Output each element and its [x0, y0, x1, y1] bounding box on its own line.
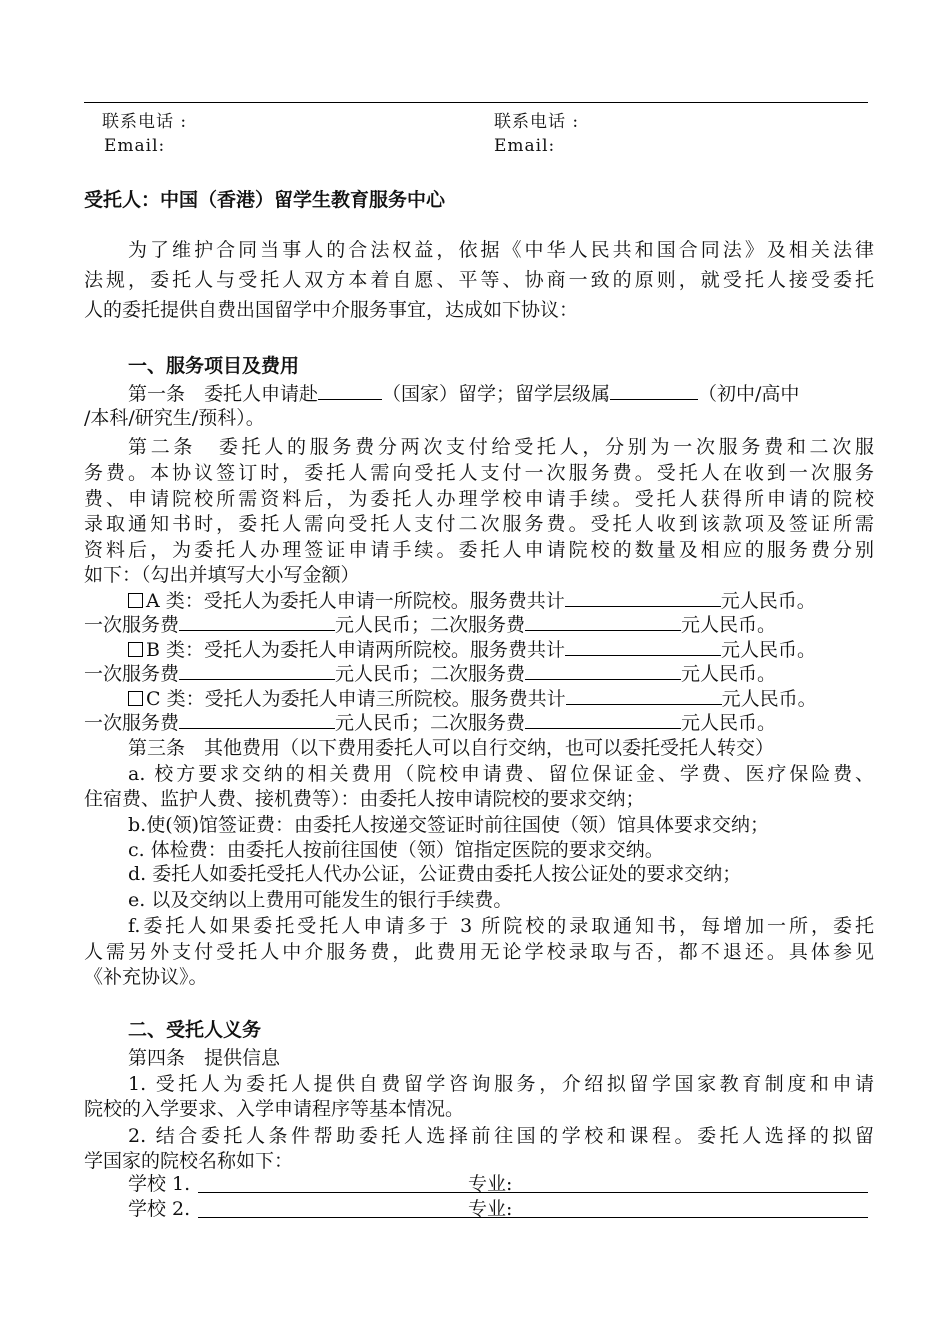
option-a-fee1-blank[interactable]: [179, 612, 335, 631]
option-a-label: A 类：受托人为委托人申请一所院校。服务费共计: [146, 590, 565, 612]
option-a-fee2-blank[interactable]: [525, 612, 681, 631]
school2-major-label: 专业:: [468, 1198, 513, 1220]
option-a-fee-row: [84, 612, 868, 637]
school1-major-label: 专业:: [468, 1173, 513, 1195]
option-c-total-blank[interactable]: [566, 686, 722, 705]
article2-line-5: 资料后，为委托人办理签证申请手续。委托人申请院校的数量及相应的服务费分别: [84, 539, 874, 561]
school2-label: 学校 2.: [128, 1198, 191, 1220]
option-a-checkbox[interactable]: [128, 593, 143, 608]
article4-line: 第四条 提供信息: [128, 1047, 281, 1069]
option-b-unit: 元人民币。: [721, 639, 817, 661]
item-e-line: e. 以及交纳以上费用可能发生的银行手续费。: [128, 889, 513, 911]
option-c-checkbox[interactable]: [128, 691, 143, 706]
trustee-heading: 受托人：中国（香港）留学生教育服务中心: [84, 189, 446, 211]
fee-end: 元人民币。: [681, 712, 777, 734]
article1-line-2: /本科/研究生/预科）。: [84, 407, 265, 429]
option-b-total-blank[interactable]: [565, 637, 721, 656]
article3-line: 第三条 其他费用（以下费用委托人可以自行交纳，也可以委托受托人转交）: [128, 737, 775, 759]
fee-end: 元人民币。: [681, 614, 777, 636]
right-phone-label: 联系电话 :: [494, 112, 580, 132]
preamble-line-2: 法规，委托人与受托人双方本着自愿、平等、协商一致的原则，就受托人接受委托: [84, 269, 874, 291]
article1-text-b: （国家）留学；留学层级属: [382, 383, 611, 405]
school1-label: 学校 1.: [128, 1173, 191, 1195]
article2-line-1: 第二条 委托人的服务费分两次支付给受托人，分别为一次服务费和二次服: [128, 436, 874, 458]
fee1-label: 一次服务费: [84, 712, 180, 734]
option-b-fee2-blank[interactable]: [525, 661, 681, 680]
article1-line: [128, 381, 868, 406]
preamble-line-1: 为了维护合同当事人的合法权益，依据《中华人民共和国合同法》及相关法律: [128, 239, 874, 261]
article2-line-2: 务费。本协议签订时，委托人需向受托人支付一次服务费。受托人在收到一次服务: [84, 462, 874, 484]
option-b-fee1-blank[interactable]: [179, 661, 335, 680]
option-b-label: B 类：受托人为委托人申请两所院校。服务费共计: [146, 639, 566, 661]
fee-sep: 元人民币；二次服务费: [335, 614, 526, 636]
fee1-label: 一次服务费: [84, 614, 180, 636]
article2-line-3: 费、申请院校所需资料后，为委托人办理学校申请手续。受托人获得所申请的院校: [84, 488, 874, 510]
item-c-line: c. 体检费：由委托人按前往国使（领）馆指定医院的要求交纳。: [128, 839, 664, 861]
section2-p1-line-2: 院校的入学要求、入学申请程序等基本情况。: [84, 1098, 465, 1120]
school2-blank-line[interactable]: [198, 1217, 868, 1218]
article2-line-6: 如下：（勾出并填写大小写金额）: [84, 564, 360, 586]
option-c-label: C 类：受托人为委托人申请三所院校。服务费共计: [146, 688, 566, 710]
fee-end: 元人民币。: [681, 663, 777, 685]
item-f-line-1: f.委托人如果委托受托人申请多于 3 所院校的录取通知书，每增加一所，委托: [128, 915, 874, 937]
option-a-row: [128, 588, 868, 613]
option-a-total-blank[interactable]: [565, 588, 721, 607]
option-c-fee1-blank[interactable]: [179, 710, 335, 729]
option-b-checkbox[interactable]: [128, 642, 143, 657]
preamble-line-3: 人的委托提供自费出国留学中介服务事宜，达成如下协议：: [84, 299, 579, 321]
option-c-fee-row: [84, 710, 868, 735]
option-b-fee-row: [84, 661, 868, 686]
section1-title: 一、服务项目及费用: [128, 355, 300, 377]
option-b-row: [128, 637, 868, 662]
right-email-label: Email:: [494, 136, 556, 156]
section2-p2-line-1: 2. 结合委托人条件帮助委托人选择前往国的学校和课程。委托人选择的拟留: [128, 1125, 874, 1147]
option-c-unit: 元人民币。: [721, 688, 817, 710]
option-c-fee2-blank[interactable]: [525, 710, 681, 729]
item-b-line: b.使(领)馆签证费：由委托人按递交签证时前往国使（领）馆具体要求交纳；: [128, 814, 770, 836]
section2-title: 二、受托人义务: [128, 1019, 262, 1041]
option-a-unit: 元人民币。: [720, 590, 816, 612]
section2-p1-line-1: 1. 受托人为委托人提供自费留学咨询服务，介绍拟留学国家教育制度和申请: [128, 1073, 874, 1095]
fee1-label: 一次服务费: [84, 663, 180, 685]
article2-line-4: 录取通知书时，委托人需向受托人支付二次服务费。受托人收到该款项及签证所需: [84, 513, 874, 535]
article1-text-c: （初中/高中: [698, 383, 800, 405]
school1-blank-line[interactable]: [198, 1192, 868, 1193]
item-a-line-1: a. 校方要求交纳的相关费用（院校申请费、留位保证金、学费、医疗保险费、: [128, 763, 874, 785]
section2-p2-line-2: 学国家的院校名称如下：: [84, 1150, 294, 1172]
fee-sep: 元人民币；二次服务费: [335, 712, 526, 734]
item-f-line-2: 人需另外支付受托人中介服务费，此费用无论学校录取与否，都不退还。具体参见: [84, 941, 874, 963]
top-divider: [84, 102, 868, 103]
item-d-line: d. 委托人如委托受托人代办公证，公证费由委托人按公证处的要求交纳；: [128, 863, 742, 885]
item-f-line-3: 《补充协议》。: [84, 966, 208, 988]
item-a-line-2: 住宿费、监护人费、接机费等）：由委托人按申请院校的要求交纳；: [84, 788, 645, 810]
fee-sep: 元人民币；二次服务费: [335, 663, 526, 685]
level-blank[interactable]: [610, 381, 698, 400]
left-phone-label: 联系电话 :: [102, 112, 188, 132]
article1-text-a: 第一条 委托人申请赴: [128, 383, 319, 405]
left-email-label: Email:: [104, 136, 166, 156]
option-c-row: [128, 686, 868, 711]
country-blank[interactable]: [318, 381, 382, 400]
